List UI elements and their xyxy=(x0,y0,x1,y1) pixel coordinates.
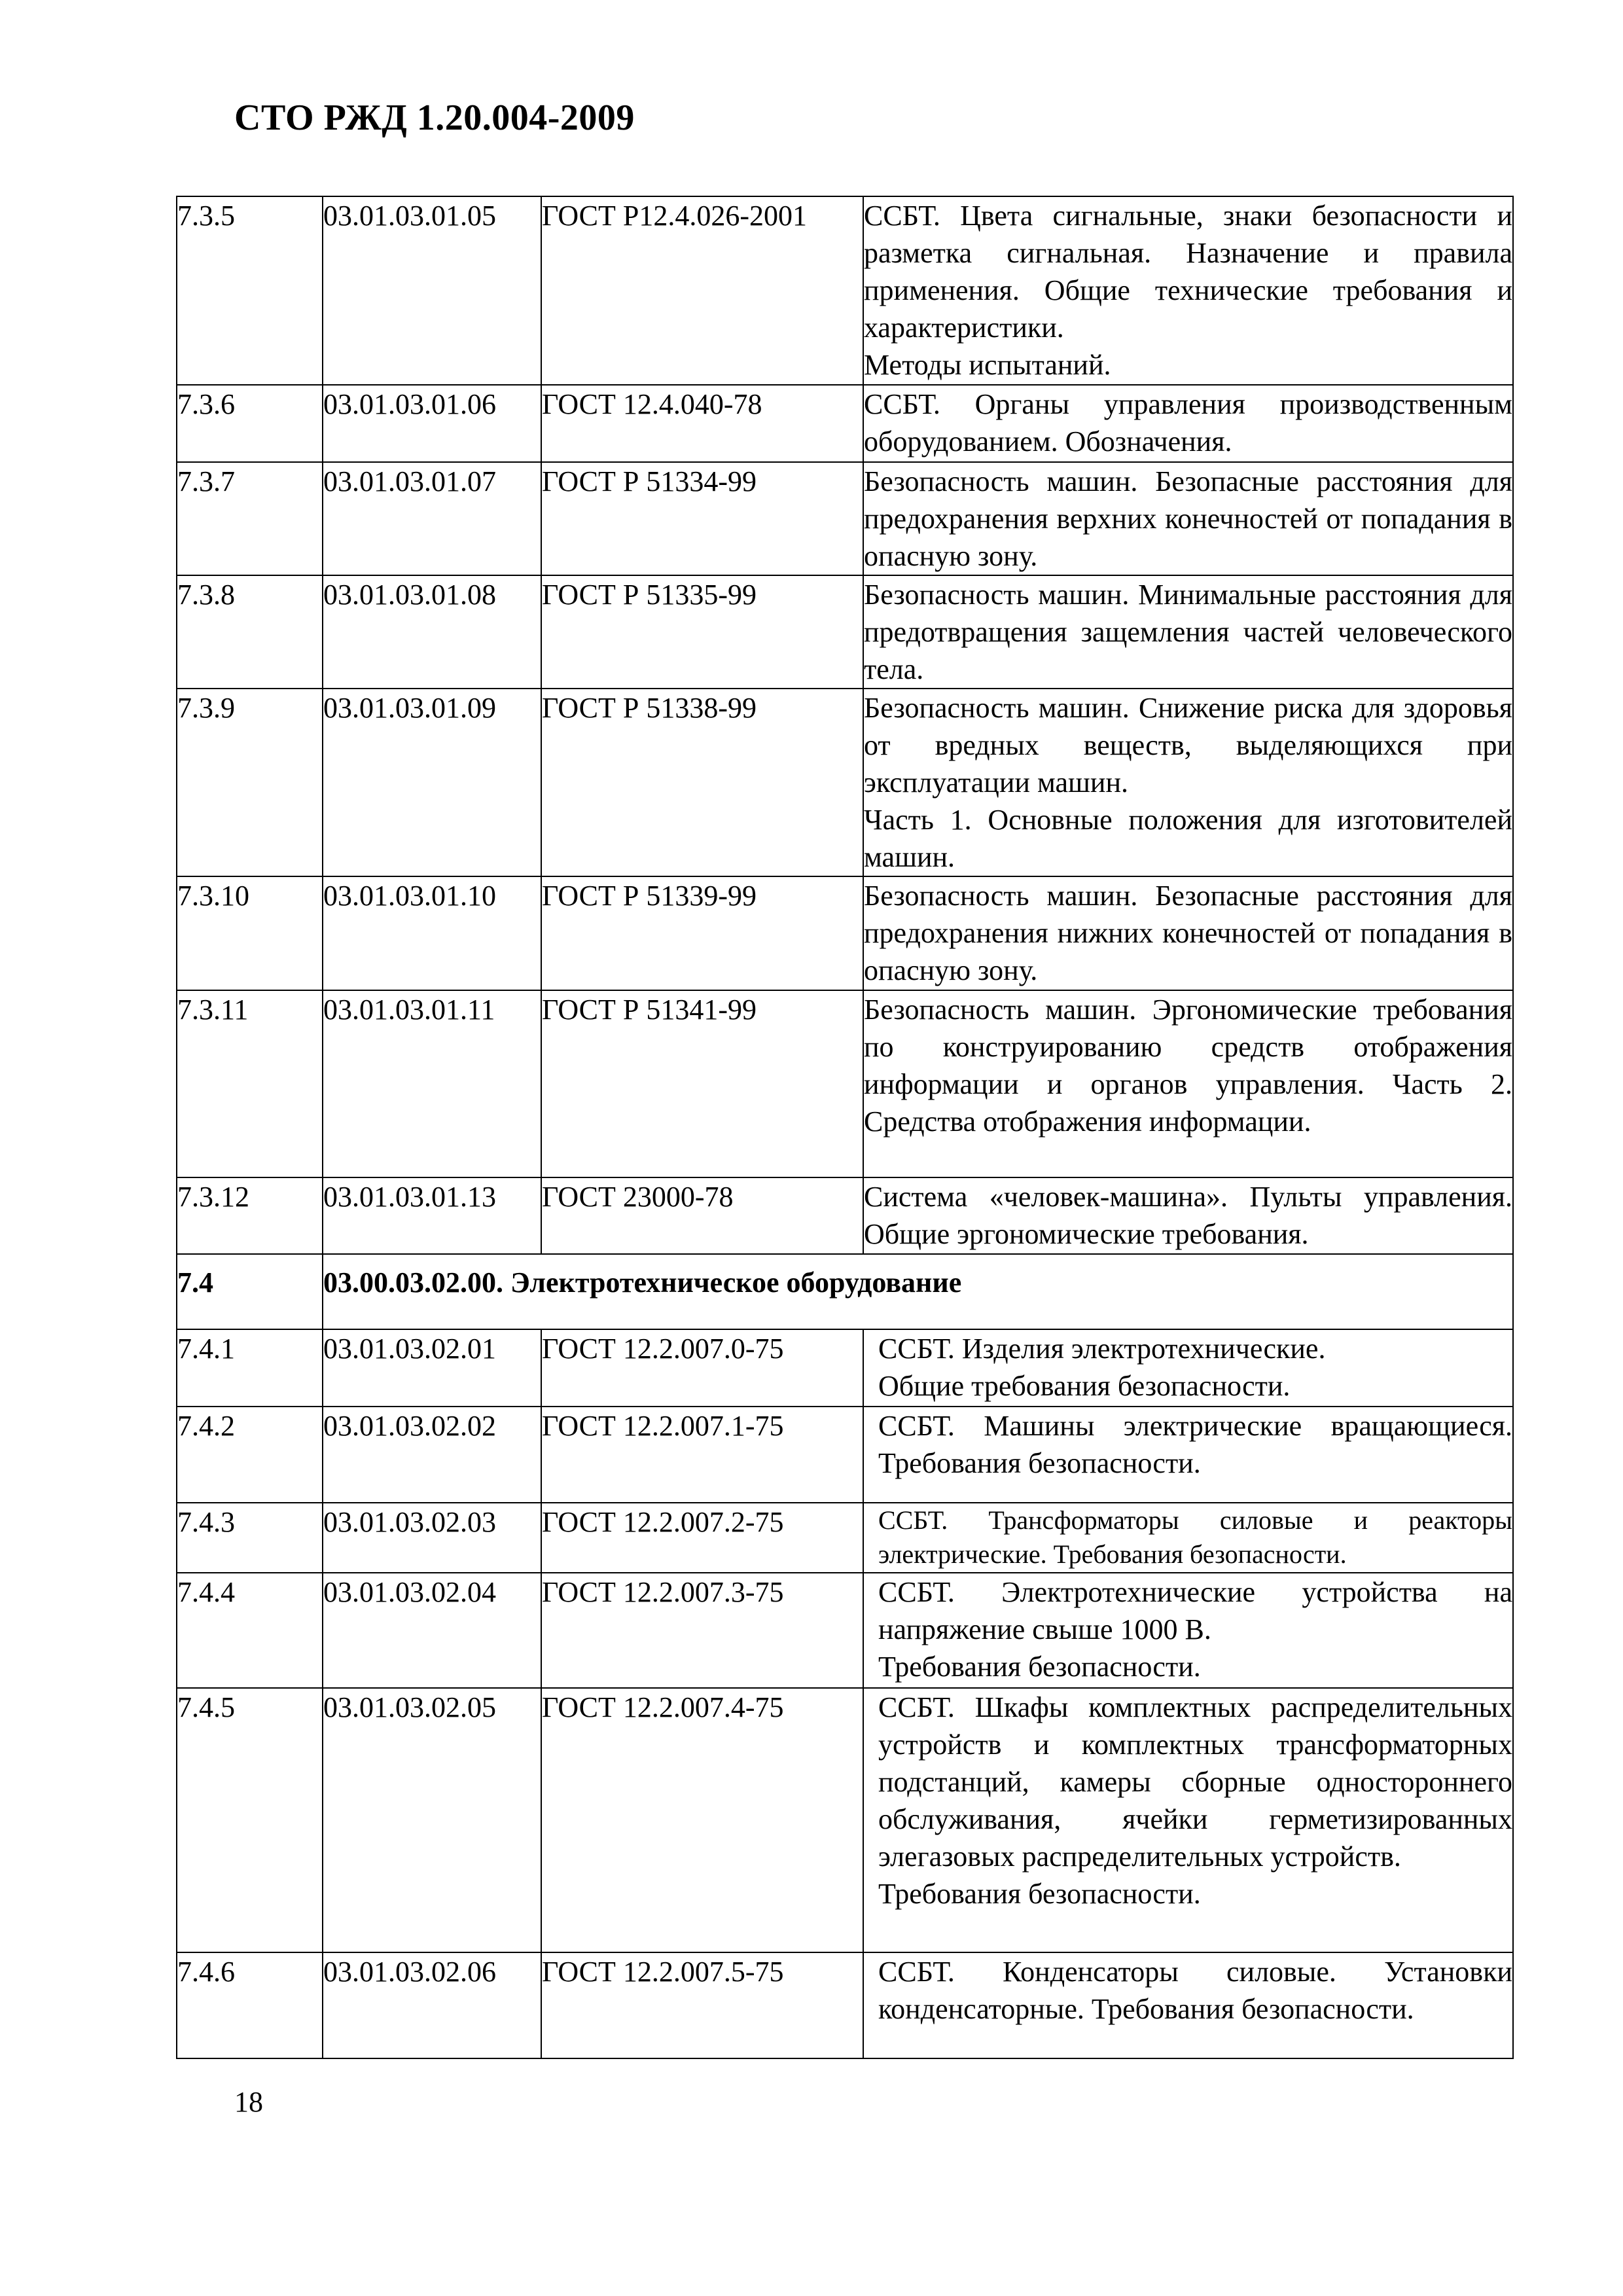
item-code: 03.01.03.02.06 xyxy=(323,1952,541,2058)
standard-title xyxy=(863,196,1513,385)
text-line: Общие требования безопасности. xyxy=(878,1370,1291,1402)
gost-designation: ГОСТ 12.2.007.0-75 xyxy=(541,1329,863,1407)
item-number: 7.3.11 xyxy=(177,990,323,1177)
table-row xyxy=(177,196,1513,385)
table-row xyxy=(177,1573,1513,1688)
gost-designation: ГОСТ Р 51339-99 xyxy=(541,876,863,990)
text-line: ССБТ. Шкафы комплектных распределительных устройств и комплектных трансформаторных подстанций, камеры сборные одностороннего обслуживания, ячейки герметизированных элегазовых распределительных устройств. xyxy=(878,1691,1512,1873)
gost-designation: ГОСТ Р 51341-99 xyxy=(541,990,863,1177)
gost-designation: ГОСТ 12.2.007.2-75 xyxy=(541,1503,863,1573)
section-title: 03.00.03.02.00. Электротехническое оборудование xyxy=(323,1254,1513,1329)
item-code: 03.01.03.02.04 xyxy=(323,1573,541,1688)
table-row xyxy=(177,1407,1513,1503)
table-row xyxy=(177,689,1513,876)
gost-designation: ГОСТ 12.4.040-78 xyxy=(541,385,863,462)
text-line: ГОСТ Р xyxy=(542,200,639,232)
item-number: 7.3.12 xyxy=(177,1177,323,1254)
standard-title xyxy=(863,1688,1513,1952)
item-code: 03.01.03.01.10 xyxy=(323,876,541,990)
standard-title: Безопасность машин. Эргономические требования по конструированию средств отображения информации и органов управления. Часть 2. Средства отображения информации. xyxy=(863,990,1513,1177)
item-number: 7.3.7 xyxy=(177,462,323,575)
table-row xyxy=(177,1952,1513,2058)
item-code: 03.01.03.02.03 xyxy=(323,1503,541,1573)
text-line: ССБТ. Цвета сигнальные, знаки безопасности и разметка сигнальная. Назначение и правила применения. Общие технические требования и характеристики. xyxy=(864,200,1512,344)
item-code: 03.01.03.02.01 xyxy=(323,1329,541,1407)
gost-designation xyxy=(541,196,863,385)
table-row xyxy=(177,462,1513,575)
standard-title: Система «человек-машина». Пульты управления. Общие эргономические требования. xyxy=(863,1177,1513,1254)
text-line: Требования безопасности. xyxy=(878,1651,1201,1683)
item-number: 7.3.8 xyxy=(177,575,323,689)
item-code: 03.01.03.01.06 xyxy=(323,385,541,462)
gost-designation: ГОСТ 12.2.007.5-75 xyxy=(541,1952,863,2058)
item-code: 03.01.03.01.07 xyxy=(323,462,541,575)
gost-designation: ГОСТ 12.2.007.3-75 xyxy=(541,1573,863,1688)
text-line: ССБТ. Электротехнические устройства на напряжение свыше 1000 В. xyxy=(878,1576,1512,1645)
text-line: ССБТ. Изделия электротехнические. xyxy=(878,1333,1326,1365)
standard-title: ССБТ. Органы управления производственным оборудованием. Обозначения. xyxy=(863,385,1513,462)
item-code: 03.01.03.02.02 xyxy=(323,1407,541,1503)
standard-title: ССБТ. Конденсаторы силовые. Установки конденсаторные. Требования безопасности. xyxy=(863,1952,1513,2058)
gost-designation: ГОСТ 12.2.007.1-75 xyxy=(541,1407,863,1503)
standard-title: Безопасность машин. Минимальные расстояния для предотвращения защемления частей человеческого тела. xyxy=(863,575,1513,689)
item-code: 03.01.03.02.05 xyxy=(323,1688,541,1952)
standard-title: Безопасность машин. Безопасные расстояния для предохранения нижних конечностей от попадания в опасную зону. xyxy=(863,876,1513,990)
item-number: 7.4.5 xyxy=(177,1688,323,1952)
text-line: 12.4.026-2001 xyxy=(639,200,808,232)
item-code: 03.01.03.01.13 xyxy=(323,1177,541,1254)
item-code: 03.01.03.01.09 xyxy=(323,689,541,876)
document-title: СТО РЖД 1.20.004-2009 xyxy=(234,98,635,138)
table-row xyxy=(177,385,1513,462)
standard-title: ССБТ. Трансформаторы силовые и реакторы электрические. Требования безопасности. xyxy=(863,1503,1513,1573)
gost-designation: ГОСТ 12.2.007.4-75 xyxy=(541,1688,863,1952)
text-line: Требования безопасности. xyxy=(878,1878,1201,1910)
text-line: Методы испытаний. xyxy=(864,349,1111,381)
item-number: 7.3.9 xyxy=(177,689,323,876)
table-row xyxy=(177,876,1513,990)
standard-title xyxy=(863,1329,1513,1407)
gost-designation: ГОСТ Р 51334-99 xyxy=(541,462,863,575)
item-number: 7.3.10 xyxy=(177,876,323,990)
gost-designation: ГОСТ Р 51338-99 xyxy=(541,689,863,876)
item-number: 7.3.5 xyxy=(177,196,323,385)
table-row xyxy=(177,990,1513,1177)
item-number: 7.4.2 xyxy=(177,1407,323,1503)
table-row xyxy=(177,1177,1513,1254)
page-number: 18 xyxy=(234,2086,263,2118)
item-number: 7.4.4 xyxy=(177,1573,323,1688)
table-row xyxy=(177,1688,1513,1952)
item-number: 7.4.1 xyxy=(177,1329,323,1407)
table-body xyxy=(177,196,1513,2058)
item-number: 7.4.6 xyxy=(177,1952,323,2058)
item-code: 03.01.03.01.05 xyxy=(323,196,541,385)
section-number: 7.4 xyxy=(177,1254,323,1329)
section-row xyxy=(177,1254,1513,1329)
text-line: Безопасность машин. Снижение риска для здоровья от вредных веществ, выделяющихся при эксплуатации машин. xyxy=(864,692,1512,798)
item-code: 03.01.03.01.11 xyxy=(323,990,541,1177)
table-row xyxy=(177,1329,1513,1407)
item-number: 7.4.3 xyxy=(177,1503,323,1573)
standard-title: ССБТ. Машины электрические вращающиеся. Требования безопасности. xyxy=(863,1407,1513,1503)
standard-title xyxy=(863,689,1513,876)
gost-designation: ГОСТ Р 51335-99 xyxy=(541,575,863,689)
text-line: Часть 1. Основные положения для изготовителей машин. xyxy=(864,804,1512,873)
item-number: 7.3.6 xyxy=(177,385,323,462)
table-row xyxy=(177,1503,1513,1573)
standards-table xyxy=(176,196,1514,2059)
standard-title xyxy=(863,1573,1513,1688)
standard-title: Безопасность машин. Безопасные расстояния для предохранения верхних конечностей от попадания в опасную зону. xyxy=(863,462,1513,575)
gost-designation: ГОСТ 23000-78 xyxy=(541,1177,863,1254)
table-row xyxy=(177,575,1513,689)
item-code: 03.01.03.01.08 xyxy=(323,575,541,689)
